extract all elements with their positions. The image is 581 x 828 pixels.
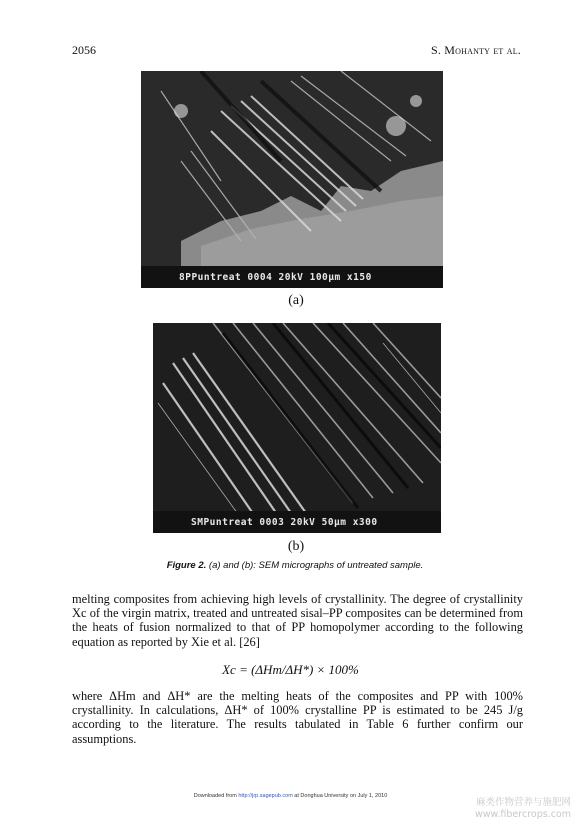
body-paragraph-1: melting composites from achieving high levels of crystallinity. The degree of crystallinity Xc of the virgin matrix, treated and untreated sisal–PP composites can be determined from the heats of fusion normalized to that of PP homopolymer according to the following equation as reported by Xie et al. [26] — [72, 592, 523, 649]
download-footer: Downloaded from http://jrp.sagepub.com at Donghua University on July 1, 2010 — [193, 793, 388, 799]
subfigure-label-a: (a) — [288, 293, 304, 308]
watermark — [475, 797, 571, 821]
running-header-authors: S. Mohanty et al. — [431, 43, 521, 57]
figure-caption — [60, 560, 530, 571]
subfigure-label-b: (b) — [287, 539, 305, 554]
watermark-line-1: 麻类作物营养与施肥网 — [475, 797, 571, 808]
crystallinity-equation: Xc = (ΔHm/ΔH*) × 100% — [222, 662, 359, 677]
micrograph-a-databar: 8PPuntreat 0004 20kV 100µm x150 — [141, 266, 443, 288]
micrograph-b-databar: SMPuntreat 0003 20kV 50µm x300 — [153, 511, 441, 533]
sem-micrograph-a — [141, 71, 443, 288]
body-paragraph-2: where ΔHm and ΔH* are the melting heats of the composites and PP with 100% crystallinity. In calculations, ΔH* of 100% crystalline PP is estimated to be 245 J/g according to the literature. The results tabulated in Table 6 further confirm our assumptions. — [72, 689, 523, 746]
figure-caption-text: (a) and (b): SEM micrographs of untreated sample. — [206, 560, 424, 571]
sem-micrograph-b — [153, 323, 441, 533]
watermark-line-2: www.fibercrops.com — [474, 809, 571, 820]
figure-caption-prefix: Figure 2. — [166, 560, 207, 571]
page-number: 2056 — [72, 43, 96, 57]
download-link[interactable]: http://jrp.sagepub.com — [238, 793, 293, 799]
